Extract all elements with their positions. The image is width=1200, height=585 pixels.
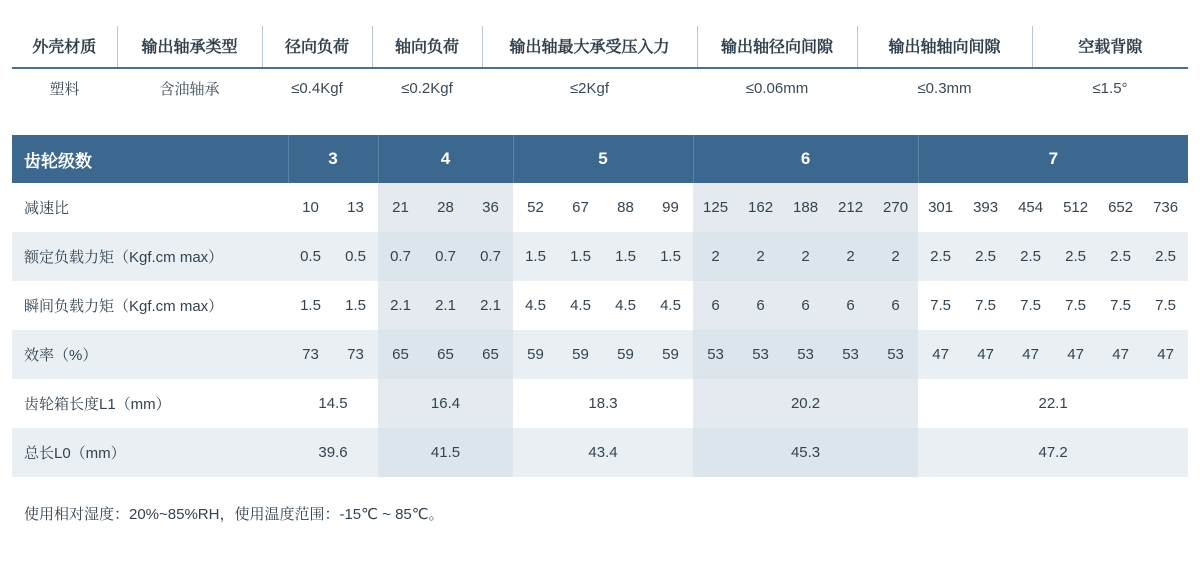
cell: 59 bbox=[603, 330, 648, 379]
gear-stage-header-5: 5 bbox=[513, 135, 693, 183]
cell: 2.1 bbox=[378, 281, 423, 330]
cell: 65 bbox=[468, 330, 513, 379]
table-row bbox=[12, 281, 1188, 330]
cell: 14.5 bbox=[288, 379, 378, 428]
cell: 652 bbox=[1098, 183, 1143, 232]
cell: 2 bbox=[738, 232, 783, 281]
cell: 6 bbox=[738, 281, 783, 330]
cell: 59 bbox=[513, 330, 558, 379]
cell: 16.4 bbox=[378, 379, 513, 428]
cell: 1.5 bbox=[288, 281, 333, 330]
spec-header-cell: 径向负荷 bbox=[262, 26, 372, 68]
spec-value-cell: ≤2Kgf bbox=[569, 80, 610, 97]
cell: 512 bbox=[1053, 183, 1098, 232]
cell: 10 bbox=[288, 183, 333, 232]
table-row bbox=[12, 232, 1188, 281]
cell: 65 bbox=[378, 330, 423, 379]
cell: 43.4 bbox=[513, 428, 693, 477]
cell: 1.5 bbox=[558, 232, 603, 281]
cell: 0.5 bbox=[288, 232, 333, 281]
cell: 47 bbox=[918, 330, 963, 379]
cell: 7.5 bbox=[1008, 281, 1053, 330]
cell: 59 bbox=[648, 330, 693, 379]
cell: 6 bbox=[783, 281, 828, 330]
cell: 0.5 bbox=[333, 232, 378, 281]
cell: 47 bbox=[1098, 330, 1143, 379]
cell: 47 bbox=[1008, 330, 1053, 379]
cell: 7.5 bbox=[1143, 281, 1188, 330]
row-label: 额定负载力矩（Kgf.cm max） bbox=[12, 232, 288, 281]
cell: 41.5 bbox=[378, 428, 513, 477]
cell: 47.2 bbox=[918, 428, 1188, 477]
cell: 47 bbox=[1053, 330, 1098, 379]
cell: 2.5 bbox=[963, 232, 1008, 281]
cell: 2 bbox=[828, 232, 873, 281]
cell: 47 bbox=[1143, 330, 1188, 379]
cell: 13 bbox=[333, 183, 378, 232]
cell: 99 bbox=[648, 183, 693, 232]
spec-header-cell: 输出轴轴向间隙 bbox=[857, 26, 1032, 68]
spec-header-cell: 输出轴最大承受压入力 bbox=[482, 26, 697, 68]
cell: 1.5 bbox=[603, 232, 648, 281]
spec-value-row bbox=[12, 68, 1188, 109]
row-label: 减速比 bbox=[12, 183, 288, 232]
cell: 28 bbox=[423, 183, 468, 232]
cell: 162 bbox=[738, 183, 783, 232]
cell: 18.3 bbox=[513, 379, 693, 428]
cell: 21 bbox=[378, 183, 423, 232]
cell: 125 bbox=[693, 183, 738, 232]
spec-value-cell: ≤0.06mm bbox=[745, 80, 809, 97]
cell: 188 bbox=[783, 183, 828, 232]
footnote-text: 使用相对湿度：20%~85%RH，使用温度范围：-15℃ ~ 85℃。 bbox=[24, 506, 444, 523]
spec-header-cell: 外壳材质 bbox=[12, 26, 117, 68]
cell: 7.5 bbox=[1098, 281, 1143, 330]
cell: 6 bbox=[873, 281, 918, 330]
cell: 7.5 bbox=[918, 281, 963, 330]
cell: 53 bbox=[738, 330, 783, 379]
cell: 52 bbox=[513, 183, 558, 232]
gear-stage-header-3: 3 bbox=[288, 135, 378, 183]
cell: 53 bbox=[873, 330, 918, 379]
spec-header-cell: 输出轴径向间隙 bbox=[697, 26, 857, 68]
cell: 736 bbox=[1143, 183, 1188, 232]
cell: 4.5 bbox=[513, 281, 558, 330]
spec-value-cell: ≤0.3mm bbox=[917, 80, 972, 97]
row-label: 齿轮箱长度L1（mm） bbox=[12, 379, 288, 428]
cell: 36 bbox=[468, 183, 513, 232]
row-label: 总长L0（mm） bbox=[12, 428, 288, 477]
cell: 0.7 bbox=[378, 232, 423, 281]
cell: 1.5 bbox=[648, 232, 693, 281]
spec-header-row bbox=[12, 26, 1188, 68]
cell: 2.5 bbox=[1053, 232, 1098, 281]
spec-header-cell: 空载背隙 bbox=[1078, 39, 1143, 56]
cell: 2.5 bbox=[918, 232, 963, 281]
table-row bbox=[12, 428, 1188, 477]
cell: 2 bbox=[783, 232, 828, 281]
cell: 2.5 bbox=[1143, 232, 1188, 281]
cell: 1.5 bbox=[513, 232, 558, 281]
cell: 7.5 bbox=[963, 281, 1008, 330]
cell: 4.5 bbox=[603, 281, 648, 330]
cell: 1.5 bbox=[333, 281, 378, 330]
cell: 2.5 bbox=[1008, 232, 1053, 281]
spec-value-cell: 含油轴承 bbox=[159, 81, 220, 98]
cell: 4.5 bbox=[558, 281, 603, 330]
cell: 7.5 bbox=[1053, 281, 1098, 330]
cell: 2 bbox=[693, 232, 738, 281]
gear-stage-header-6: 6 bbox=[693, 135, 918, 183]
cell: 67 bbox=[558, 183, 603, 232]
cell: 73 bbox=[333, 330, 378, 379]
gear-header-label: 齿轮级数 bbox=[12, 135, 288, 183]
gear-header-row bbox=[12, 135, 1188, 183]
housing-spec-table bbox=[12, 26, 1188, 109]
cell: 88 bbox=[603, 183, 648, 232]
cell: 39.6 bbox=[288, 428, 378, 477]
cell: 53 bbox=[783, 330, 828, 379]
cell: 270 bbox=[873, 183, 918, 232]
table-row bbox=[12, 330, 1188, 379]
cell: 20.2 bbox=[693, 379, 918, 428]
cell: 212 bbox=[828, 183, 873, 232]
cell: 45.3 bbox=[693, 428, 918, 477]
cell: 6 bbox=[693, 281, 738, 330]
cell: 0.7 bbox=[423, 232, 468, 281]
row-label: 效率（%） bbox=[12, 330, 288, 379]
row-label: 瞬间负载力矩（Kgf.cm max） bbox=[12, 281, 288, 330]
table-row bbox=[12, 183, 1188, 232]
spec-value-cell: ≤1.5° bbox=[1092, 80, 1128, 97]
spec-value-cell: ≤0.4Kgf bbox=[291, 80, 343, 97]
cell: 59 bbox=[558, 330, 603, 379]
cell: 2 bbox=[873, 232, 918, 281]
cell: 2.1 bbox=[468, 281, 513, 330]
cell: 47 bbox=[963, 330, 1008, 379]
spec-header-cell: 轴向负荷 bbox=[372, 26, 482, 68]
gear-stage-header-7: 7 bbox=[918, 135, 1188, 183]
spec-header-cell: 输出轴承类型 bbox=[117, 26, 262, 68]
cell: 53 bbox=[828, 330, 873, 379]
cell: 454 bbox=[1008, 183, 1053, 232]
cell: 301 bbox=[918, 183, 963, 232]
gear-stage-header-4: 4 bbox=[378, 135, 513, 183]
cell: 0.7 bbox=[468, 232, 513, 281]
cell: 73 bbox=[288, 330, 333, 379]
table-row bbox=[12, 379, 1188, 428]
cell: 53 bbox=[693, 330, 738, 379]
cell: 2.5 bbox=[1098, 232, 1143, 281]
cell: 22.1 bbox=[918, 379, 1188, 428]
cell: 6 bbox=[828, 281, 873, 330]
cell: 65 bbox=[423, 330, 468, 379]
cell: 2.1 bbox=[423, 281, 468, 330]
spec-sheet-page bbox=[0, 26, 1200, 585]
cell: 393 bbox=[963, 183, 1008, 232]
spec-value-cell: ≤0.2Kgf bbox=[401, 80, 453, 97]
spec-value-cell: 塑料 bbox=[49, 81, 80, 98]
cell: 4.5 bbox=[648, 281, 693, 330]
gear-stage-table bbox=[12, 135, 1188, 477]
